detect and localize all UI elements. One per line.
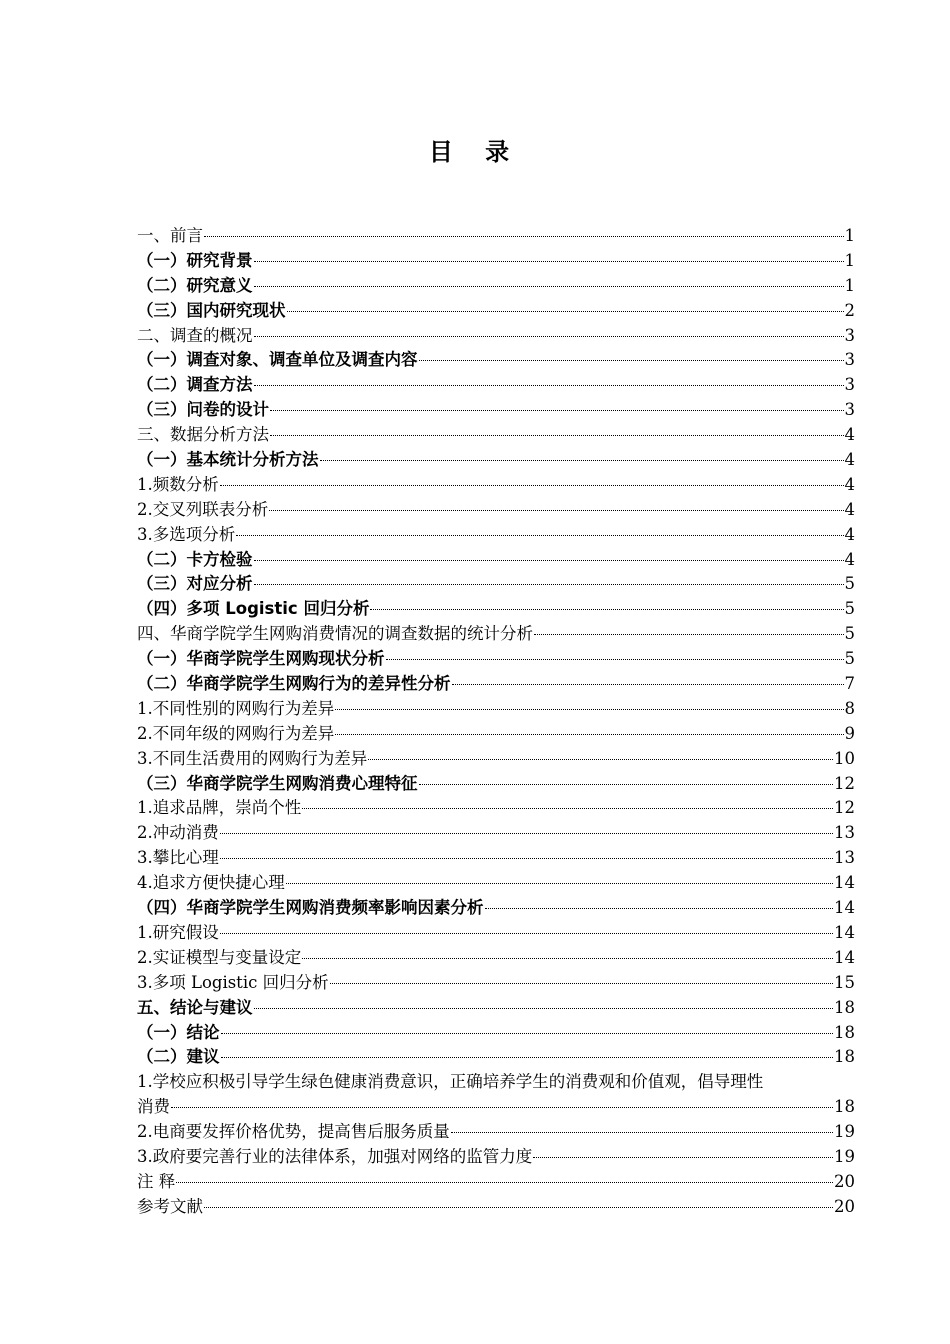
toc-entry[interactable] xyxy=(137,622,855,647)
toc-entry-text: 1.研究假设 xyxy=(137,922,219,942)
toc-entry[interactable] xyxy=(137,1195,855,1220)
toc-entry-page: 1 xyxy=(844,250,855,270)
toc-entry[interactable] xyxy=(137,348,855,373)
toc-entry-text: 1.频数分析 xyxy=(137,474,219,494)
dot-leader xyxy=(254,1008,834,1009)
dot-leader xyxy=(452,684,844,685)
toc-entry-text: 2.冲动消费 xyxy=(137,823,219,843)
dot-leader xyxy=(270,435,844,436)
toc-entry-text: 2.实证模型与变量设定 xyxy=(137,947,302,967)
dot-leader xyxy=(254,584,844,585)
dot-leader xyxy=(286,883,833,884)
toc-entry[interactable] xyxy=(137,846,855,871)
toc-entry[interactable] xyxy=(137,672,855,697)
toc-tail-entries xyxy=(137,1120,855,1220)
dot-leader xyxy=(221,1057,834,1058)
toc-entry-text: 二、调查的概况 xyxy=(137,325,253,345)
toc-wrapped-entry[interactable] xyxy=(137,1070,855,1120)
toc-entry[interactable] xyxy=(137,772,855,797)
dot-leader xyxy=(270,410,844,411)
toc-entry[interactable] xyxy=(137,224,855,249)
toc-entry-page: 4 xyxy=(844,450,855,470)
dot-leader xyxy=(368,759,833,760)
toc-entry-text: （二）华商学院学生网购行为的差异性分析 xyxy=(137,674,451,694)
dot-leader xyxy=(220,858,833,859)
dot-leader xyxy=(236,535,843,536)
dot-leader xyxy=(370,609,843,610)
toc-entry-page: 18 xyxy=(834,1047,855,1067)
toc-entry-page: 5 xyxy=(844,599,855,619)
dot-leader xyxy=(302,808,833,809)
toc-entry-page: 2 xyxy=(844,300,855,320)
dot-leader xyxy=(386,659,844,660)
toc-entry-text: （一）调查对象、调查单位及调查内容 xyxy=(137,350,418,370)
toc-entry-page: 9 xyxy=(844,723,855,743)
dot-leader xyxy=(254,560,844,561)
toc-entry-page: 5 xyxy=(844,649,855,669)
toc-entry-text: 一、前言 xyxy=(137,226,203,245)
toc-entry[interactable] xyxy=(137,871,855,896)
toc-entry-text: 2.不同年级的网购行为差异 xyxy=(137,723,335,743)
toc-entry-text: （一）基本统计分析方法 xyxy=(137,450,319,470)
toc-entry-text: 3.多选项分析 xyxy=(137,524,236,544)
toc-main-entries xyxy=(137,224,855,1070)
toc-entry[interactable] xyxy=(137,821,855,846)
toc-entry[interactable] xyxy=(137,747,855,772)
toc-entry-page: 18 xyxy=(834,1097,855,1117)
toc-entry-text: （三）华商学院学生网购消费心理特征 xyxy=(137,773,418,793)
toc-entry-text: 4.追求方便快捷心理 xyxy=(137,873,285,893)
dot-leader xyxy=(220,485,844,486)
toc-entry[interactable] xyxy=(137,1045,855,1070)
dot-leader xyxy=(302,958,833,959)
dot-leader xyxy=(330,983,833,984)
toc-entry-text: 2.交叉列联表分析 xyxy=(137,499,269,519)
toc-entry-text: 三、数据分析方法 xyxy=(137,425,269,445)
dot-leader xyxy=(451,1132,833,1133)
toc-entry-text: 3.政府要完善行业的法律体系，加强对网络的监管力度 xyxy=(137,1146,533,1166)
dot-leader xyxy=(254,261,844,262)
toc-entry-page: 8 xyxy=(844,698,855,718)
toc-entry-page: 14 xyxy=(834,898,855,918)
dot-leader xyxy=(287,311,844,312)
toc-entry-text: （二）建议 xyxy=(137,1047,220,1067)
toc-entry-text: （二）卡方检验 xyxy=(137,549,253,569)
toc-entry-page: 19 xyxy=(834,1146,855,1166)
toc-entry[interactable] xyxy=(137,274,855,299)
toc-entry-text: （二）调查方法 xyxy=(137,375,253,395)
toc-entry-page: 3 xyxy=(844,350,855,370)
toc-entry-text: 参考文献 xyxy=(137,1196,203,1216)
dot-leader xyxy=(176,1182,833,1183)
toc-entry[interactable] xyxy=(137,473,855,498)
toc-entry-text: 1.追求品牌，崇尚个性 xyxy=(137,798,302,818)
dot-leader xyxy=(254,336,844,337)
toc-entry-text: 注 释 xyxy=(137,1171,176,1191)
toc-entry-page: 5 xyxy=(844,624,855,644)
toc-entry-page: 14 xyxy=(834,922,855,942)
dot-leader xyxy=(534,634,844,635)
toc-entry[interactable] xyxy=(137,1170,855,1195)
toc-entry[interactable] xyxy=(137,921,855,946)
toc-entry-text: （一）研究背景 xyxy=(137,250,253,270)
toc-entry[interactable] xyxy=(137,398,855,423)
dot-leader xyxy=(269,510,843,511)
toc-entry[interactable] xyxy=(137,722,855,747)
toc-entry-text: 3.攀比心理 xyxy=(137,848,219,868)
toc-entry-page: 4 xyxy=(844,474,855,494)
toc-entry-text: （一）结论 xyxy=(137,1022,220,1042)
toc-entry[interactable] xyxy=(137,324,855,349)
toc-entry-page: 14 xyxy=(834,873,855,893)
toc-entry-text: （一）华商学院学生网购现状分析 xyxy=(137,649,385,669)
toc-entry[interactable] xyxy=(137,946,855,971)
toc-entry-page: 4 xyxy=(844,549,855,569)
toc-entry-page: 5 xyxy=(844,574,855,594)
dot-leader xyxy=(320,460,844,461)
toc-entry-text: 3.多项 Logistic 回归分析 xyxy=(137,972,329,992)
toc-entry-page: 12 xyxy=(834,773,855,793)
toc-entry-text: 1.不同性别的网购行为差异 xyxy=(137,698,335,718)
toc-entry-page: 3 xyxy=(844,400,855,420)
toc-entry-page: 20 xyxy=(834,1196,855,1216)
toc-entry[interactable] xyxy=(137,697,855,722)
toc-entry-text: 五、结论与建议 xyxy=(137,997,253,1017)
toc-entry[interactable] xyxy=(137,971,855,996)
dot-leader xyxy=(335,709,843,710)
toc-entry-page: 15 xyxy=(834,972,855,992)
dot-leader xyxy=(419,784,834,785)
toc-entry[interactable] xyxy=(137,796,855,821)
toc-entry[interactable] xyxy=(137,996,855,1021)
toc-entry-page: 7 xyxy=(844,674,855,694)
toc-entry-page: 1 xyxy=(844,275,855,295)
toc-entry-text: （四）多项 Logistic 回归分析 xyxy=(137,599,370,619)
toc-entry[interactable] xyxy=(137,448,855,473)
toc-entry[interactable] xyxy=(137,373,855,398)
toc-entry-text: 3.不同生活费用的网购行为差异 xyxy=(137,748,368,768)
toc-entry-page: 20 xyxy=(834,1171,855,1191)
toc-entry-page: 12 xyxy=(834,798,855,818)
toc-entry-page: 19 xyxy=(834,1122,855,1142)
dot-leader xyxy=(254,385,844,386)
toc-entry-page: 18 xyxy=(834,997,855,1017)
dot-leader xyxy=(220,833,833,834)
dot-leader xyxy=(335,734,843,735)
dot-leader xyxy=(171,1107,833,1108)
toc-entry[interactable] xyxy=(137,1145,855,1170)
dot-leader xyxy=(254,286,844,287)
dot-leader xyxy=(220,933,833,934)
toc-entry[interactable] xyxy=(137,249,855,274)
toc-entry-page: 13 xyxy=(834,848,855,868)
toc-entry-page: 4 xyxy=(844,425,855,445)
dot-leader xyxy=(419,360,844,361)
toc-entry-text: 2.电商要发挥价格优势，提高售后服务质量 xyxy=(137,1122,450,1142)
toc-entry[interactable] xyxy=(137,896,855,921)
toc-entry[interactable] xyxy=(137,299,855,324)
toc-entry-page: 4 xyxy=(844,524,855,544)
toc-entry[interactable] xyxy=(137,1021,855,1046)
toc-entry-page: 10 xyxy=(834,748,855,768)
toc-entry[interactable] xyxy=(137,548,855,573)
dot-leader xyxy=(221,1033,834,1034)
toc-entry[interactable] xyxy=(137,523,855,548)
toc-entry-text: 四、华商学院学生网购消费情况的调查数据的统计分析 xyxy=(137,624,533,644)
toc-entry[interactable] xyxy=(137,1120,855,1145)
toc-entry-text: （四）华商学院学生网购消费频率影响因素分析 xyxy=(137,898,484,918)
dot-leader xyxy=(533,1157,833,1158)
toc-entry-page: 14 xyxy=(834,947,855,967)
toc-entry-text: （三）国内研究现状 xyxy=(137,300,286,320)
toc-entry-page: 18 xyxy=(834,1022,855,1042)
toc-entry[interactable] xyxy=(137,498,855,523)
toc-entry-page: 3 xyxy=(844,375,855,395)
toc-entry-page: 13 xyxy=(834,823,855,843)
toc-entry-text-line2: 消费 xyxy=(137,1097,170,1117)
toc-entry[interactable] xyxy=(137,597,855,622)
toc-entry-page: 1 xyxy=(844,226,855,245)
toc-entry[interactable] xyxy=(137,423,855,448)
dot-leader xyxy=(204,1207,833,1208)
toc-entry-text-line1: 1.学校应积极引导学生绿色健康消费意识，正确培养学生的消费观和价值观，倡导理性 xyxy=(137,1072,764,1092)
toc-entry-text: （三）问卷的设计 xyxy=(137,400,269,420)
dot-leader xyxy=(485,908,834,909)
table-of-contents xyxy=(137,224,855,1220)
toc-entry-page: 3 xyxy=(844,325,855,345)
toc-entry-text: （二）研究意义 xyxy=(137,275,253,295)
toc-entry[interactable] xyxy=(137,647,855,672)
dot-leader xyxy=(204,236,844,237)
toc-entry[interactable] xyxy=(137,572,855,597)
toc-entry-page: 4 xyxy=(844,499,855,519)
toc-entry-text: （三）对应分析 xyxy=(137,574,253,594)
toc-title: 目 录 xyxy=(428,138,522,166)
